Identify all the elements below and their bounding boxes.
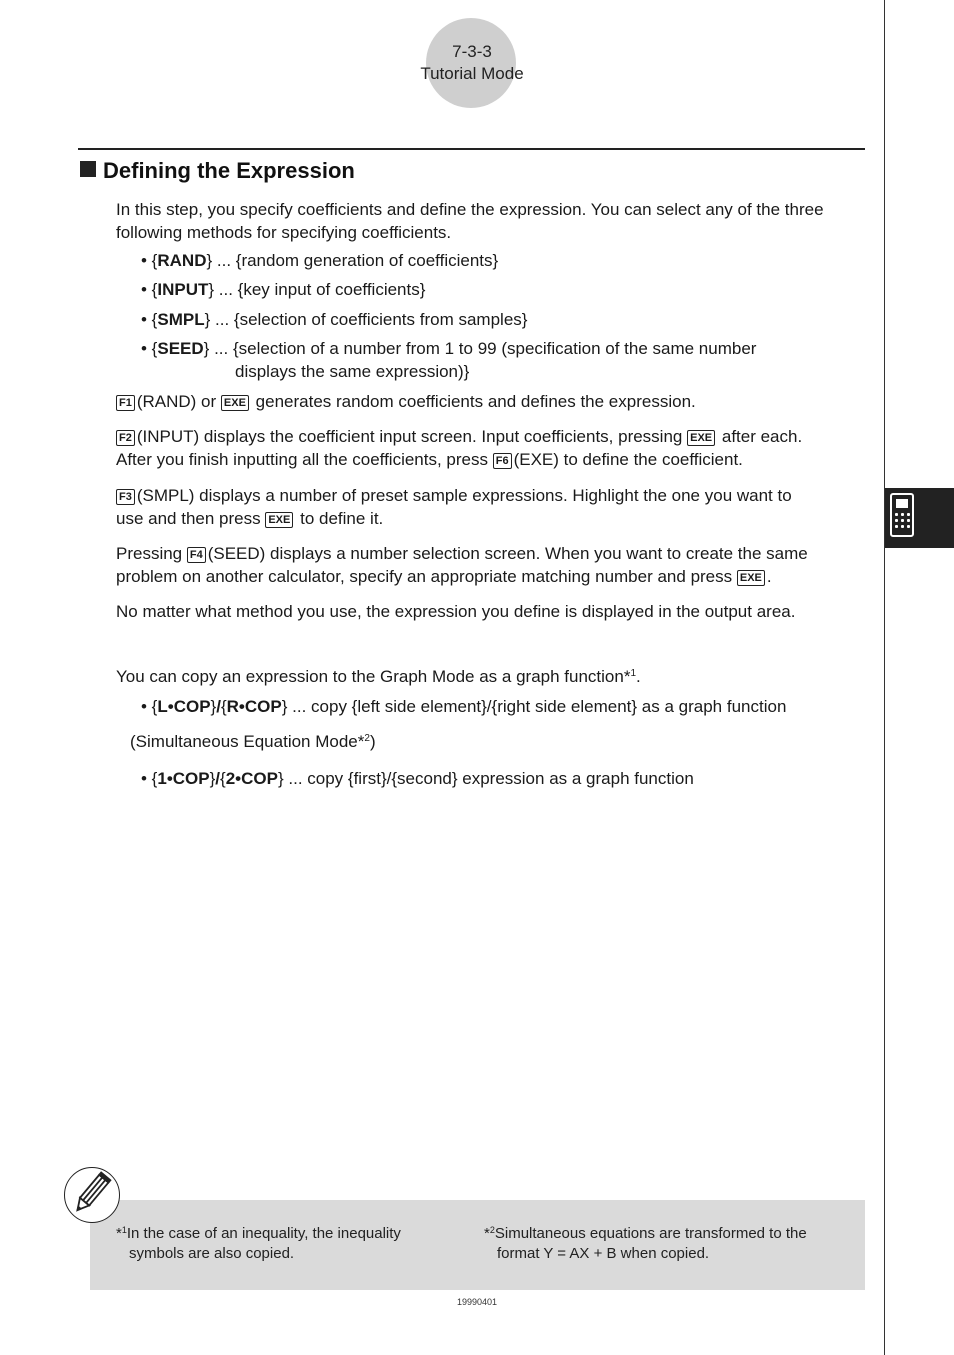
bullet-seed: • {SEED} ... {selection of a number from 1 to 99 (specification of the same number: [141, 339, 757, 358]
bullet-rand: • {RAND} ... {random generation of coefficients}: [141, 251, 499, 270]
f3-text-a: (SMPL) displays a number of preset sample expressions. Highlight the one you want to: [136, 486, 792, 505]
bullet-desc: ... {key input of coefficients}: [218, 280, 426, 299]
f4-text-b: (SEED) displays a number selection screen. When you want to create the same: [207, 544, 808, 563]
section-bullet-square: [80, 161, 96, 177]
f4-text-d: .: [766, 567, 772, 586]
bullet-label: L•COP: [157, 697, 211, 716]
bullet-smpl: • {SMPL} ... {selection of coefficients from samples}: [141, 310, 528, 329]
f2-key-icon: F2: [116, 430, 135, 446]
bullet-label: 1•COP: [157, 769, 210, 788]
bullet-desc: ... {selection of a number from 1 to 99 (specification of the same number: [214, 339, 757, 358]
sim-mode-end: ): [369, 732, 376, 751]
bullet-desc: ... copy {first}/{second} expression as a graph function: [288, 769, 694, 788]
f2-text-c: After you finish inputting all the coefficients, press: [116, 450, 488, 469]
f3-text-c: to define it.: [300, 509, 384, 528]
page-section-title: Tutorial Mode: [420, 64, 524, 83]
bullet-label: RAND: [157, 251, 207, 270]
header-circle: [426, 18, 516, 108]
footnote-2: [484, 1224, 807, 1264]
output-paragraph: No matter what method you use, the expression you define is displayed in the output area.: [116, 602, 796, 621]
footnote-num: 1: [121, 1225, 127, 1235]
pencil-icon: [64, 1167, 120, 1223]
calculator-icon: [890, 493, 914, 537]
bullet-label: 2•COP: [225, 769, 278, 788]
footnote-text: symbols are also copied.: [129, 1245, 295, 1262]
f6-key-icon: F6: [493, 453, 512, 469]
sim-mode-text: (Simultaneous Equation Mode*: [130, 732, 365, 751]
chapter-tab: [885, 488, 954, 548]
f2-text-a: (INPUT) displays the coefficient input screen. Input coefficients, pressing: [136, 427, 683, 446]
f1-paragraph: [116, 390, 861, 413]
f3-text-b: use and then press: [116, 509, 261, 528]
copy-text: You can copy an expression to the Graph Mode as a graph function*: [116, 667, 631, 686]
f4-paragraph: [116, 542, 861, 588]
exe-key-icon: EXE: [737, 570, 765, 586]
copy-text-end: .: [636, 667, 641, 686]
f4-text-c: problem on another calculator, specify an appropriate matching number and press: [116, 567, 733, 586]
footnote-text: Simultaneous equations are transformed to the: [494, 1225, 807, 1242]
bullet-desc: ... {random generation of coefficients}: [216, 251, 499, 270]
footnote-ref: 1: [630, 668, 636, 679]
footnote-num: 2: [489, 1225, 495, 1235]
document-code: 19990401: [456, 1297, 498, 1307]
sim-mode-note: [130, 730, 875, 753]
bullet-label: SMPL: [157, 310, 205, 329]
exe-key-icon: EXE: [221, 395, 249, 411]
f2-text-b: after each.: [721, 427, 803, 446]
page-edge-rule: [884, 0, 885, 1355]
footnote-text: In the case of an inequality, the inequality: [126, 1225, 401, 1242]
footnote-mark: *: [484, 1225, 490, 1242]
section-rule: [78, 148, 865, 150]
footnote-1: [116, 1224, 401, 1264]
bullet-desc: ... copy {left side element}/{right side element} as a graph function: [292, 697, 787, 716]
bullet-label: INPUT: [157, 280, 209, 299]
copy-paragraph: [116, 665, 861, 688]
copy-bullet-12: • {1•COP}/{2•COP} ... copy {first}/{second} expression as a graph function: [141, 769, 694, 788]
section-title: Defining the Expression: [103, 158, 355, 183]
bullet-label: R•COP: [226, 697, 282, 716]
footnote-ref: 2: [364, 733, 370, 744]
f2-text-d: (EXE) to define the coefficient.: [513, 450, 743, 469]
f1-key-icon: F1: [116, 395, 135, 411]
f3-key-icon: F3: [116, 489, 135, 505]
f4-text-a: Pressing: [116, 544, 183, 563]
exe-key-icon: EXE: [687, 430, 715, 446]
f3-paragraph: [116, 484, 861, 530]
intro-paragraph: In this step, you specify coefficients and define the expression. You can select any of the three following methods for specifying coefficients.: [116, 200, 824, 242]
bullet-desc: ... {selection of coefficients from samples}: [215, 310, 528, 329]
f1-text-a: (RAND) or: [136, 392, 217, 411]
f2-paragraph: [116, 425, 861, 471]
bullet-label: SEED: [157, 339, 204, 358]
bullet-seed-continued: displays the same expression)}: [235, 362, 470, 381]
f4-key-icon: F4: [187, 547, 206, 563]
page-number: 7-3-3: [452, 42, 492, 61]
copy-bullet-lr: • {L•COP}/{R•COP} ... copy {left side element}/{right side element} as a graph function: [141, 697, 787, 716]
bullet-input: • {INPUT} ... {key input of coefficients}: [141, 280, 426, 299]
f1-text-b: generates random coefficients and defines the expression.: [255, 392, 696, 411]
exe-key-icon: EXE: [265, 512, 293, 528]
footnote-text: format Y = AX + B when copied.: [497, 1245, 710, 1262]
footnote-mark: *: [116, 1225, 122, 1242]
